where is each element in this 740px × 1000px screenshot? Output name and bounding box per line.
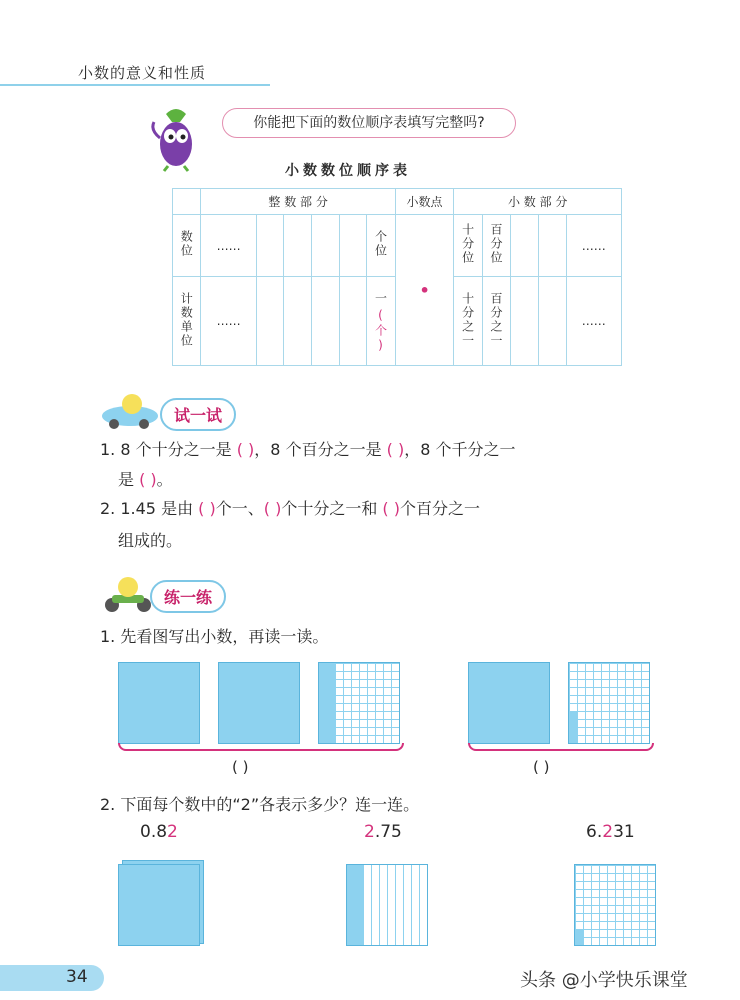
answer-blank-1: ( ) <box>232 758 249 776</box>
answer-blank: ( ) <box>382 499 400 518</box>
unit-one: 一 <box>375 290 388 305</box>
stacked-squares-figure <box>118 864 200 946</box>
page-number-bar <box>0 965 104 991</box>
page-number: 34 <box>66 967 88 987</box>
q2-text-b: 个一、 <box>215 499 264 518</box>
q1-text-c: ，8 个千分之一 <box>404 440 516 459</box>
full-square-figure <box>118 662 200 744</box>
speech-bubble: 你能把下面的数位顺序表填写完整吗? <box>222 108 516 138</box>
brace-group-1 <box>118 743 404 751</box>
q2-text-c: 个十分之一和 <box>281 499 383 518</box>
decimal-part-header: 小 数 部 分 <box>454 189 622 215</box>
practice-question-1: 1. 先看图写出小数，再读一读。 <box>100 627 329 646</box>
shaded-tenths <box>319 663 335 743</box>
unit-tenth: 十分之一 <box>460 291 475 348</box>
try-question-2 <box>100 496 660 522</box>
watermark: 头条 @小学快乐课堂 <box>520 970 688 991</box>
header-divider <box>0 84 270 86</box>
eggplant-mascot-icon <box>140 100 210 172</box>
integer-part-header: 整 数 部 分 <box>201 189 395 215</box>
hundred-grid-figure <box>568 662 650 744</box>
q1-text-b: ，8 个百分之一是 <box>254 440 387 459</box>
ellipsis-cell: …… <box>566 215 622 277</box>
place-value-table <box>172 188 622 366</box>
try-question-1-cont <box>118 467 173 493</box>
q1-text-a: 1. 8 个十分之一是 <box>100 440 237 459</box>
place-tenths: 十分位 <box>460 223 475 266</box>
chapter-title: 小数的意义和性质 <box>78 64 207 82</box>
q2-text-e: 组成的。 <box>118 531 183 550</box>
brace-group-2 <box>468 743 654 751</box>
decimal-point-header: 小数点 <box>395 189 454 215</box>
unit-one-paren: (个) <box>373 307 388 354</box>
answer-blank: ( ) <box>263 499 282 518</box>
practice-question-2: 2. 下面每个数中的“2”各表示多少？连一连。 <box>100 795 420 814</box>
unit-hundredth: 百分之一 <box>489 291 504 348</box>
number-6-231: 6.231 <box>586 822 635 842</box>
full-square-figure <box>468 662 550 744</box>
number-2-75: 2.75 <box>364 822 402 842</box>
tenth-strips-figure <box>346 864 428 946</box>
shaded-strips <box>347 865 363 945</box>
shaded-squares <box>575 929 583 945</box>
ellipsis-cell: …… <box>201 215 256 277</box>
answer-blank: ( ) <box>139 470 157 489</box>
place-hundredths: 百分位 <box>489 223 504 266</box>
number-0-82: 0.82 <box>140 822 178 842</box>
decimal-point-dot: • <box>419 280 430 300</box>
answer-blank: ( ) <box>198 499 216 518</box>
hundred-grid-figure <box>574 864 656 946</box>
q1-text-e: 。 <box>156 470 173 489</box>
row-label-place: 数位 <box>179 230 194 259</box>
answer-blank: ( ) <box>236 440 255 459</box>
ellipsis-cell: …… <box>201 277 256 366</box>
motorbike-mascot-icon <box>98 575 158 615</box>
car-mascot-icon <box>98 392 160 430</box>
try-question-1 <box>100 437 660 463</box>
q2-text-a: 2. 1.45 是由 <box>100 499 199 518</box>
practice-section-badge: 练一练 <box>150 580 226 613</box>
hundred-grid-figure <box>318 662 400 744</box>
row-label-unit: 计数单位 <box>179 291 194 348</box>
shaded-hundredths <box>569 711 577 743</box>
q2-text-d: 个百分之一 <box>400 499 481 518</box>
q1-text-d: 是 <box>118 470 140 489</box>
full-square-figure <box>218 662 300 744</box>
answer-blank-2: ( ) <box>533 758 550 776</box>
try-section-badge: 试一试 <box>160 398 236 431</box>
answer-blank: ( ) <box>386 440 405 459</box>
table-title: 小数数位顺序表 <box>285 163 411 179</box>
ellipsis-cell: …… <box>566 277 622 366</box>
place-ones: 个位 <box>373 230 388 259</box>
